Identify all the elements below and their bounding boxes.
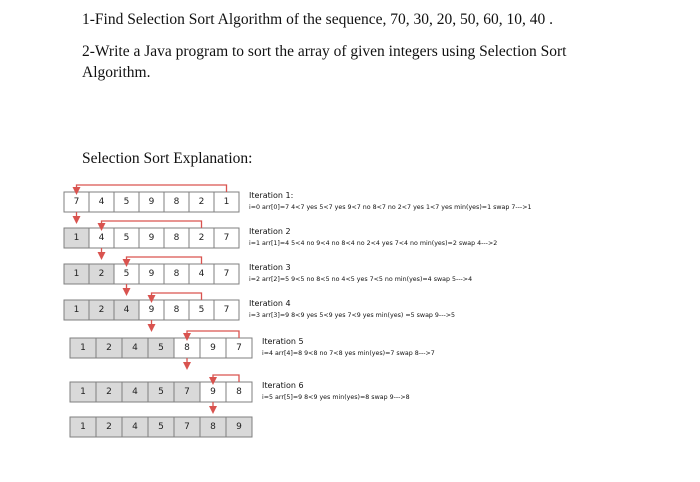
cell-value: 9 <box>148 269 155 279</box>
question-1: 1-Find Selection Sort Algorithm of the sequence, 70, 30, 20, 50, 60, 10, 40 . <box>82 11 553 28</box>
cell-value: 5 <box>158 387 164 397</box>
swap-arrow <box>187 331 239 338</box>
selection-sort-diagram <box>0 180 700 480</box>
swap-arrow <box>77 185 227 192</box>
cell-value: 4 <box>198 269 205 279</box>
cell-value: 8 <box>173 305 180 315</box>
cell-value: 4 <box>98 197 105 207</box>
question-2: 2-Write a Java program to sort the array of given integers using Selection Sort Algorithm. <box>82 43 567 81</box>
cell-value: 5 <box>123 269 130 279</box>
cell-value: 5 <box>123 233 130 243</box>
cell-value: 7 <box>223 305 230 315</box>
swap-arrow <box>102 221 202 228</box>
cell-value: 9 <box>210 387 216 397</box>
cell-value: 5 <box>158 422 164 432</box>
cell-value: 1 <box>73 233 80 243</box>
cell-value: 2 <box>98 269 105 279</box>
iteration-detail: i=5 arr[5]=9 8<9 yes min(yes)=8 swap 9--->8 <box>262 394 410 401</box>
iteration-detail: i=1 arr[1]=4 5<4 no 9<4 no 8<4 no 2<4 yes 7<4 no min(yes)=2 swap 4--->2 <box>249 240 498 247</box>
cell-value: 8 <box>173 233 180 243</box>
cell-value: 2 <box>198 233 205 243</box>
cell-value: 2 <box>106 422 112 432</box>
iteration-row <box>64 185 531 220</box>
cell-value: 1 <box>80 343 86 353</box>
cell-value: 9 <box>236 422 242 432</box>
cell-value: 5 <box>123 197 130 207</box>
cell-value: 9 <box>148 197 155 207</box>
cell-value: 1 <box>80 387 86 397</box>
cell-value: 8 <box>173 269 180 279</box>
iteration-detail: i=4 arr[4]=8 9<8 no 7<8 yes min(yes)=7 swap 8--->7 <box>262 350 435 357</box>
iteration-row <box>70 331 435 366</box>
cell-value: 1 <box>73 305 80 315</box>
cell-value: 4 <box>123 305 130 315</box>
cell-value: 2 <box>198 197 205 207</box>
cell-value: 7 <box>184 422 190 432</box>
iteration-title: Iteration 3 <box>249 263 291 272</box>
cell-value: 8 <box>184 343 190 353</box>
cell-value: 7 <box>223 233 230 243</box>
cell-value: 1 <box>223 197 230 207</box>
cell-value: 7 <box>223 269 230 279</box>
cell-value: 1 <box>73 269 80 279</box>
cell-value: 4 <box>98 233 105 243</box>
cell-value: 2 <box>106 343 112 353</box>
cell-value: 5 <box>198 305 205 315</box>
cell-value: 2 <box>98 305 105 315</box>
iteration-title: Iteration 6 <box>262 381 304 390</box>
iteration-detail: i=0 arr[0]=7 4<7 yes 5<7 yes 9<7 no 8<7 no 2<7 yes 1<7 yes min(yes)=1 swap 7--->1 <box>249 204 532 211</box>
iteration-row <box>70 417 252 437</box>
iteration-row <box>64 221 497 256</box>
cell-value: 8 <box>236 387 242 397</box>
cell-value: 9 <box>148 305 155 315</box>
cell-value: 4 <box>132 422 138 432</box>
cell-value: 4 <box>132 343 138 353</box>
swap-arrow <box>213 375 239 382</box>
swap-arrow <box>152 293 202 300</box>
cell-value: 2 <box>106 387 112 397</box>
iteration-row <box>64 293 455 328</box>
iteration-row <box>70 375 410 410</box>
swap-arrow <box>127 257 202 264</box>
cell-value: 7 <box>73 197 80 207</box>
cell-value: 9 <box>210 343 216 353</box>
iteration-title: Iteration 4 <box>249 299 291 308</box>
iteration-title: Iteration 1: <box>249 191 294 200</box>
cell-value: 8 <box>173 197 180 207</box>
cell-value: 7 <box>236 343 242 353</box>
cell-value: 1 <box>80 422 86 432</box>
cell-value: 5 <box>158 343 164 353</box>
iteration-title: Iteration 5 <box>262 337 304 346</box>
iteration-detail: i=3 arr[3]=9 8<9 yes 5<9 yes 7<9 yes min(yes) =5 swap 9--->5 <box>249 312 456 319</box>
cell-value: 9 <box>148 233 155 243</box>
iteration-detail: i=2 arr[2]=5 9<5 no 8<5 no 4<5 yes 7<5 no min(yes)=4 swap 5--->4 <box>249 276 473 283</box>
explanation-title: Selection Sort Explanation: <box>82 150 253 167</box>
iteration-row <box>64 257 472 292</box>
cell-value: 7 <box>184 387 190 397</box>
iteration-title: Iteration 2 <box>249 227 291 236</box>
cell-value: 4 <box>132 387 138 397</box>
cell-value: 8 <box>210 422 216 432</box>
